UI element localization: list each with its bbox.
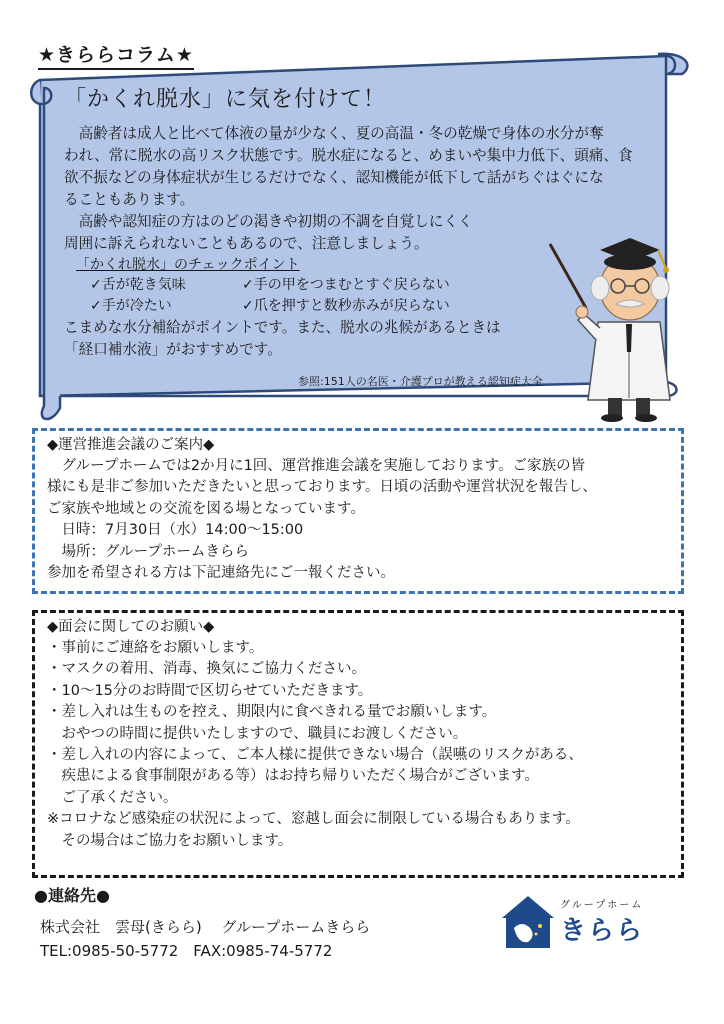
visit-notice (32, 610, 684, 878)
visit-line: ご了承ください。 (47, 789, 178, 806)
column-reference: 参照:151人の名医・介護プロが教える認知症大全 (298, 375, 543, 388)
meeting-line: グループホームでは2か月に1回、運営推進会議を実施しております。ご家族の皆 (47, 458, 586, 474)
house-hand-icon (500, 892, 556, 952)
column-title: 「かくれ脱水」に気を付けて！ (64, 87, 387, 112)
visit-line: 疾患による食事制限がある等）はお持ち帰りいただく場合がございます。 (47, 768, 539, 785)
contact-heading: ●連絡先● (34, 886, 110, 905)
column-heading: ★きららコラム★ (38, 40, 194, 70)
visit-title: ◆面会に関してのお願い◆ (47, 619, 215, 635)
check-item: ✓手が冷たい (90, 298, 172, 314)
professor-illustration (548, 232, 698, 422)
visit-line: ・10～15分のお時間で区切らせていただきます。 (47, 682, 373, 699)
column-para2-line: 周囲に訴えられないこともあるので、注意しましょう。 (64, 235, 429, 252)
logo-subtitle: グループホーム (560, 900, 644, 911)
meeting-line: 様にも是非ご参加いただきたいと思っております。日頃の活動や運営状況を報告し、 (47, 479, 597, 496)
column-para3-line: 「経口補水液」がおすすめです。 (64, 341, 282, 358)
check-heading: 「かくれ脱水」のチェックポイント (76, 257, 300, 273)
visit-line: その場合はご協力をお願いします。 (47, 832, 293, 849)
meeting-line: ご家族や地域との交流を図る場となっています。 (47, 500, 365, 517)
column-para1-line: ることもあります。 (64, 191, 195, 208)
column-para3-line: こまめな水分補給がポイントです。また、脱水の兆候があるときは (64, 319, 501, 336)
column-para1-line: 高齢者は成人と比べて体液の量が少なく、夏の高温・冬の乾燥で身体の水分が奪 (78, 125, 604, 142)
visit-line: ・差し入れの内容によって、ご本人様に提供できない場合（誤嚥のリスクがある、 (47, 747, 583, 764)
meeting-line: 参加を希望される方は下記連絡先にご一報ください。 (47, 565, 395, 582)
visit-line: おやつの時間に提供いたしますので、職員にお渡しください。 (47, 725, 468, 742)
check-item: ✓爪を押すと数秒赤みが戻らない (242, 298, 450, 314)
logo-name: きらら (560, 916, 645, 946)
column-para1-line: われ、常に脱水の高リスク状態です。脱水症になると、めまいや集中力低下、頭痛、食 (64, 147, 633, 164)
check-item: ✓舌が乾き気味 (90, 277, 186, 293)
meeting-notice (32, 428, 684, 594)
contact-company: 株式会社 雲母(きらら) グループホームきらら (40, 918, 371, 936)
column-para1-line: 欲不振などの身体症状が生じるだけでなく、認知機能が低下して話がちぐはぐにな (64, 169, 604, 186)
logo (500, 888, 690, 958)
visit-line: ・マスクの着用、消毒、換気にご協力ください。 (47, 661, 366, 678)
check-item: ✓手の甲をつまむとすぐ戻らない (242, 277, 450, 293)
meeting-title: ◆運営推進会議のご案内◆ (47, 437, 215, 453)
meeting-line: 場所：グループホームきらら (47, 543, 249, 560)
visit-line: ・事前にご連絡をお願いします。 (47, 640, 264, 656)
visit-line: ・差し入れは生ものを控え、期限内に食べきれる量でお願いします。 (47, 704, 497, 721)
contact-phone: TEL:0985-50-5772 FAX:0985-74-5772 (40, 942, 333, 960)
visit-line: ※コロナなど感染症の状況によって、窓越し面会に制限している場合もあります。 (47, 811, 580, 828)
meeting-line: 日時：7月30日（水）14:00～15:00 (47, 522, 304, 539)
column-para2-line: 高齢や認知症の方はのどの渇きや初期の不調を自覚しにくく (78, 213, 473, 230)
